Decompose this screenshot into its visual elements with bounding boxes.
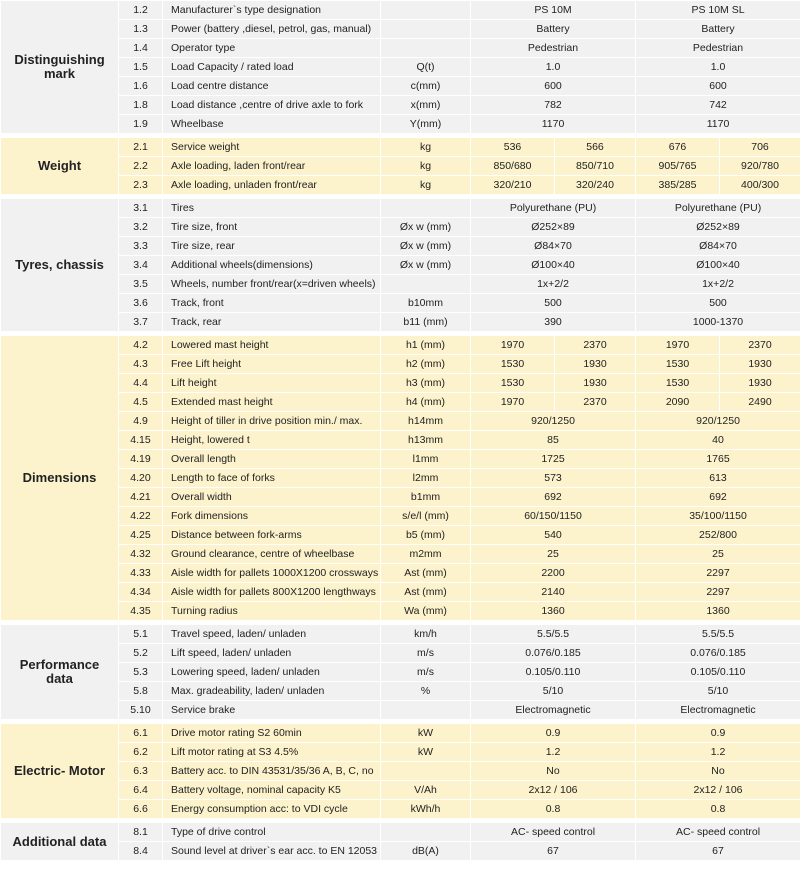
section-title: Distinguishing mark bbox=[1, 1, 119, 134]
spec-row bbox=[1, 583, 800, 602]
spec-row bbox=[1, 1, 800, 20]
value-cell: 573 bbox=[471, 469, 636, 488]
spec-row bbox=[1, 625, 800, 644]
row-description: Drive motor rating S2 60min bbox=[163, 724, 381, 743]
spec-row bbox=[1, 762, 800, 781]
value-cell: 692 bbox=[471, 488, 636, 507]
value-cell: 0.105/0.110 bbox=[471, 663, 636, 682]
value-cell: Electromagnetic bbox=[636, 701, 800, 720]
value-cell: Ø100×40 bbox=[636, 256, 800, 275]
spec-row bbox=[1, 545, 800, 564]
spec-row bbox=[1, 393, 800, 412]
row-description: Power (battery ,diesel, petrol, gas, manual) bbox=[163, 20, 381, 39]
spec-row bbox=[1, 823, 800, 842]
spec-row bbox=[1, 682, 800, 701]
row-number: 1.6 bbox=[119, 77, 163, 96]
row-number: 2.3 bbox=[119, 176, 163, 195]
spec-row bbox=[1, 412, 800, 431]
row-unit: V/Ah bbox=[381, 781, 471, 800]
value-cell: 25 bbox=[471, 545, 636, 564]
row-description: Axle loading, laden front/rear bbox=[163, 157, 381, 176]
value-cell: Ø100×40 bbox=[471, 256, 636, 275]
value-cell: Battery bbox=[471, 20, 636, 39]
spec-row bbox=[1, 256, 800, 275]
spec-row bbox=[1, 800, 800, 819]
value-cell: PS 10M bbox=[471, 1, 636, 20]
row-number: 5.10 bbox=[119, 701, 163, 720]
row-description: Extended mast height bbox=[163, 393, 381, 412]
value-cell: 320/210 bbox=[471, 176, 555, 195]
spec-row bbox=[1, 507, 800, 526]
row-unit: Q(t) bbox=[381, 58, 471, 77]
value-cell: 1530 bbox=[636, 355, 720, 374]
value-cell: Ø84×70 bbox=[471, 237, 636, 256]
row-description: Aisle width for pallets 800X1200 lengthways bbox=[163, 583, 381, 602]
row-description: Fork dimensions bbox=[163, 507, 381, 526]
value-cell: 2370 bbox=[555, 393, 636, 412]
row-description: Load centre distance bbox=[163, 77, 381, 96]
row-number: 2.2 bbox=[119, 157, 163, 176]
section-title: Tyres, chassis bbox=[1, 199, 119, 332]
value-cell: 2140 bbox=[471, 583, 636, 602]
value-cell: Pedestrian bbox=[471, 39, 636, 58]
row-unit: m/s bbox=[381, 644, 471, 663]
row-number: 6.2 bbox=[119, 743, 163, 762]
value-cell: 2297 bbox=[636, 564, 800, 583]
value-cell: 5/10 bbox=[471, 682, 636, 701]
row-unit bbox=[381, 20, 471, 39]
row-unit: % bbox=[381, 682, 471, 701]
value-cell: 1530 bbox=[636, 374, 720, 393]
spec-row bbox=[1, 96, 800, 115]
row-number: 5.3 bbox=[119, 663, 163, 682]
value-cell: 0.8 bbox=[636, 800, 800, 819]
row-number: 6.3 bbox=[119, 762, 163, 781]
row-number: 4.33 bbox=[119, 564, 163, 583]
row-unit bbox=[381, 823, 471, 842]
row-unit: h13mm bbox=[381, 431, 471, 450]
value-cell: AC- speed control bbox=[636, 823, 800, 842]
row-description: Lift motor rating at S3 4.5% bbox=[163, 743, 381, 762]
spec-row bbox=[1, 743, 800, 762]
row-unit: kW bbox=[381, 743, 471, 762]
row-description: Axle loading, unladen front/rear bbox=[163, 176, 381, 195]
value-cell: 0.076/0.185 bbox=[636, 644, 800, 663]
row-unit bbox=[381, 199, 471, 218]
row-number: 1.3 bbox=[119, 20, 163, 39]
row-number: 4.2 bbox=[119, 336, 163, 355]
row-number: 4.20 bbox=[119, 469, 163, 488]
row-description: Tire size, rear bbox=[163, 237, 381, 256]
spec-row bbox=[1, 450, 800, 469]
row-description: Ground clearance, centre of wheelbase bbox=[163, 545, 381, 564]
row-number: 8.1 bbox=[119, 823, 163, 842]
row-description: Overall length bbox=[163, 450, 381, 469]
row-number: 3.5 bbox=[119, 275, 163, 294]
value-cell: Pedestrian bbox=[636, 39, 800, 58]
value-cell: 1x+2/2 bbox=[636, 275, 800, 294]
value-cell: 1.2 bbox=[471, 743, 636, 762]
row-number: 1.2 bbox=[119, 1, 163, 20]
section-title: Additional data bbox=[1, 823, 119, 861]
value-cell: Battery bbox=[636, 20, 800, 39]
row-description: Aisle width for pallets 1000X1200 crossways bbox=[163, 564, 381, 583]
row-description: Wheels, number front/rear(x=driven wheels) bbox=[163, 275, 381, 294]
spec-row bbox=[1, 526, 800, 545]
value-cell: 2370 bbox=[555, 336, 636, 355]
spec-row bbox=[1, 431, 800, 450]
row-description: Service brake bbox=[163, 701, 381, 720]
row-unit: b1mm bbox=[381, 488, 471, 507]
spec-row bbox=[1, 199, 800, 218]
value-cell: Ø84×70 bbox=[636, 237, 800, 256]
value-cell: 1930 bbox=[555, 355, 636, 374]
row-unit: h4 (mm) bbox=[381, 393, 471, 412]
row-unit: Øx w (mm) bbox=[381, 237, 471, 256]
spec-row bbox=[1, 564, 800, 583]
value-cell: 25 bbox=[636, 545, 800, 564]
value-cell: 2200 bbox=[471, 564, 636, 583]
row-description: Manufacturer`s type designation bbox=[163, 1, 381, 20]
row-unit: Øx w (mm) bbox=[381, 218, 471, 237]
row-number: 6.6 bbox=[119, 800, 163, 819]
row-description: Lift height bbox=[163, 374, 381, 393]
row-number: 5.8 bbox=[119, 682, 163, 701]
row-unit: l2mm bbox=[381, 469, 471, 488]
row-number: 1.9 bbox=[119, 115, 163, 134]
row-description: Turning radius bbox=[163, 602, 381, 621]
spec-row bbox=[1, 218, 800, 237]
row-unit: Ast (mm) bbox=[381, 583, 471, 602]
spec-row bbox=[1, 701, 800, 720]
value-cell: Polyurethane (PU) bbox=[636, 199, 800, 218]
spec-row bbox=[1, 644, 800, 663]
row-description: Sound level at driver`s ear acc. to EN 12053 bbox=[163, 842, 381, 861]
row-unit: h14mm bbox=[381, 412, 471, 431]
value-cell: 1170 bbox=[636, 115, 800, 134]
spec-row bbox=[1, 336, 800, 355]
value-cell: 920/1250 bbox=[636, 412, 800, 431]
value-cell: 1.0 bbox=[636, 58, 800, 77]
value-cell: 850/680 bbox=[471, 157, 555, 176]
row-description: Distance between fork-arms bbox=[163, 526, 381, 545]
value-cell: Polyurethane (PU) bbox=[471, 199, 636, 218]
section-title: Electric- Motor bbox=[1, 724, 119, 819]
value-cell: 540 bbox=[471, 526, 636, 545]
row-number: 4.22 bbox=[119, 507, 163, 526]
spec-row bbox=[1, 724, 800, 743]
value-cell: No bbox=[471, 762, 636, 781]
value-cell: 1.0 bbox=[471, 58, 636, 77]
spec-row bbox=[1, 469, 800, 488]
row-description: Type of drive control bbox=[163, 823, 381, 842]
section-title: Performance data bbox=[1, 625, 119, 720]
value-cell: 706 bbox=[720, 138, 800, 157]
value-cell: 5.5/5.5 bbox=[636, 625, 800, 644]
row-number: 6.1 bbox=[119, 724, 163, 743]
value-cell: 600 bbox=[636, 77, 800, 96]
row-unit: kW bbox=[381, 724, 471, 743]
row-number: 4.25 bbox=[119, 526, 163, 545]
value-cell: 536 bbox=[471, 138, 555, 157]
row-unit: b10mm bbox=[381, 294, 471, 313]
row-unit: dB(A) bbox=[381, 842, 471, 861]
row-description: Service weight bbox=[163, 138, 381, 157]
row-description: Track, rear bbox=[163, 313, 381, 332]
row-unit: h2 (mm) bbox=[381, 355, 471, 374]
value-cell: 500 bbox=[636, 294, 800, 313]
row-number: 4.35 bbox=[119, 602, 163, 621]
row-description: Load distance ,centre of drive axle to fork bbox=[163, 96, 381, 115]
row-number: 1.8 bbox=[119, 96, 163, 115]
value-cell: 1930 bbox=[720, 374, 800, 393]
spec-row bbox=[1, 275, 800, 294]
value-cell: 1530 bbox=[471, 355, 555, 374]
value-cell: 85 bbox=[471, 431, 636, 450]
value-cell: 0.9 bbox=[636, 724, 800, 743]
value-cell: 5/10 bbox=[636, 682, 800, 701]
value-cell: 1530 bbox=[471, 374, 555, 393]
spec-row bbox=[1, 374, 800, 393]
row-description: Battery acc. to DIN 43531/35/36 A, B, C, no bbox=[163, 762, 381, 781]
row-description: Operator type bbox=[163, 39, 381, 58]
spec-row bbox=[1, 313, 800, 332]
spec-row bbox=[1, 237, 800, 256]
value-cell: 1970 bbox=[636, 336, 720, 355]
row-unit: Øx w (mm) bbox=[381, 256, 471, 275]
value-cell: 905/765 bbox=[636, 157, 720, 176]
row-unit: m/s bbox=[381, 663, 471, 682]
row-number: 3.4 bbox=[119, 256, 163, 275]
value-cell: 35/100/1150 bbox=[636, 507, 800, 526]
row-number: 3.6 bbox=[119, 294, 163, 313]
spec-row bbox=[1, 115, 800, 134]
spec-row bbox=[1, 781, 800, 800]
row-number: 4.15 bbox=[119, 431, 163, 450]
row-description: Max. gradeability, laden/ unladen bbox=[163, 682, 381, 701]
row-unit: h3 (mm) bbox=[381, 374, 471, 393]
row-description: Additional wheels(dimensions) bbox=[163, 256, 381, 275]
row-unit: Wa (mm) bbox=[381, 602, 471, 621]
spec-row bbox=[1, 77, 800, 96]
value-cell: 1.2 bbox=[636, 743, 800, 762]
value-cell: AC- speed control bbox=[471, 823, 636, 842]
row-number: 1.4 bbox=[119, 39, 163, 58]
row-unit: l1mm bbox=[381, 450, 471, 469]
row-number: 1.5 bbox=[119, 58, 163, 77]
spec-row bbox=[1, 157, 800, 176]
row-number: 8.4 bbox=[119, 842, 163, 861]
row-number: 6.4 bbox=[119, 781, 163, 800]
value-cell: 252/800 bbox=[636, 526, 800, 545]
spec-row bbox=[1, 176, 800, 195]
row-number: 4.4 bbox=[119, 374, 163, 393]
value-cell: 1360 bbox=[636, 602, 800, 621]
row-unit: Ast (mm) bbox=[381, 564, 471, 583]
row-unit: kg bbox=[381, 157, 471, 176]
value-cell: No bbox=[636, 762, 800, 781]
value-cell: 600 bbox=[471, 77, 636, 96]
row-unit: kg bbox=[381, 176, 471, 195]
row-unit: h1 (mm) bbox=[381, 336, 471, 355]
value-cell: 850/710 bbox=[555, 157, 636, 176]
row-description: Height of tiller in drive position min./ max. bbox=[163, 412, 381, 431]
spec-row bbox=[1, 58, 800, 77]
row-number: 5.1 bbox=[119, 625, 163, 644]
section-title: Weight bbox=[1, 138, 119, 195]
value-cell: 2297 bbox=[636, 583, 800, 602]
value-cell: 742 bbox=[636, 96, 800, 115]
value-cell: 1930 bbox=[720, 355, 800, 374]
spec-row bbox=[1, 663, 800, 682]
value-cell: 920/1250 bbox=[471, 412, 636, 431]
value-cell: Ø252×89 bbox=[636, 218, 800, 237]
row-number: 4.3 bbox=[119, 355, 163, 374]
value-cell: 2x12 / 106 bbox=[471, 781, 636, 800]
row-description: Battery voltage, nominal capacity K5 bbox=[163, 781, 381, 800]
row-number: 4.32 bbox=[119, 545, 163, 564]
row-description: Free Lift height bbox=[163, 355, 381, 374]
row-unit: s/e/l (mm) bbox=[381, 507, 471, 526]
row-unit: x(mm) bbox=[381, 96, 471, 115]
row-number: 4.34 bbox=[119, 583, 163, 602]
row-unit: Y(mm) bbox=[381, 115, 471, 134]
row-description: Wheelbase bbox=[163, 115, 381, 134]
value-cell: 0.9 bbox=[471, 724, 636, 743]
value-cell: 1725 bbox=[471, 450, 636, 469]
row-unit: b5 (mm) bbox=[381, 526, 471, 545]
row-number: 3.1 bbox=[119, 199, 163, 218]
row-description: Track, front bbox=[163, 294, 381, 313]
value-cell: 385/285 bbox=[636, 176, 720, 195]
value-cell: 613 bbox=[636, 469, 800, 488]
row-number: 4.5 bbox=[119, 393, 163, 412]
value-cell: 67 bbox=[471, 842, 636, 861]
spec-row bbox=[1, 39, 800, 58]
value-cell: 1970 bbox=[471, 393, 555, 412]
row-description: Tire size, front bbox=[163, 218, 381, 237]
value-cell: 1765 bbox=[636, 450, 800, 469]
row-unit bbox=[381, 701, 471, 720]
row-unit: kWh/h bbox=[381, 800, 471, 819]
value-cell: Ø252×89 bbox=[471, 218, 636, 237]
row-number: 2.1 bbox=[119, 138, 163, 157]
row-description: Energy consumption acc: to VDI cycle bbox=[163, 800, 381, 819]
row-number: 4.21 bbox=[119, 488, 163, 507]
value-cell: 920/780 bbox=[720, 157, 800, 176]
value-cell: 320/240 bbox=[555, 176, 636, 195]
row-number: 4.9 bbox=[119, 412, 163, 431]
row-unit: km/h bbox=[381, 625, 471, 644]
row-unit bbox=[381, 1, 471, 20]
row-number: 4.19 bbox=[119, 450, 163, 469]
value-cell: 390 bbox=[471, 313, 636, 332]
row-number: 3.2 bbox=[119, 218, 163, 237]
value-cell: 782 bbox=[471, 96, 636, 115]
row-unit: kg bbox=[381, 138, 471, 157]
row-description: Travel speed, laden/ unladen bbox=[163, 625, 381, 644]
row-description: Load Capacity / rated load bbox=[163, 58, 381, 77]
value-cell: 692 bbox=[636, 488, 800, 507]
value-cell: PS 10M SL bbox=[636, 1, 800, 20]
spec-row bbox=[1, 355, 800, 374]
value-cell: 1170 bbox=[471, 115, 636, 134]
value-cell: 1930 bbox=[555, 374, 636, 393]
value-cell: 2370 bbox=[720, 336, 800, 355]
spec-row bbox=[1, 294, 800, 313]
section-title: Dimensions bbox=[1, 336, 119, 621]
spec-row bbox=[1, 20, 800, 39]
row-description: Height, lowered t bbox=[163, 431, 381, 450]
value-cell: 1000-1370 bbox=[636, 313, 800, 332]
value-cell: 500 bbox=[471, 294, 636, 313]
row-description: Lowering speed, laden/ unladen bbox=[163, 663, 381, 682]
row-unit: b11 (mm) bbox=[381, 313, 471, 332]
value-cell: 0.105/0.110 bbox=[636, 663, 800, 682]
row-description: Tires bbox=[163, 199, 381, 218]
value-cell: 67 bbox=[636, 842, 800, 861]
spec-table-body bbox=[1, 1, 800, 861]
value-cell: 60/150/1150 bbox=[471, 507, 636, 526]
row-unit: c(mm) bbox=[381, 77, 471, 96]
value-cell: 2090 bbox=[636, 393, 720, 412]
spec-row bbox=[1, 602, 800, 621]
value-cell: 400/300 bbox=[720, 176, 800, 195]
row-number: 5.2 bbox=[119, 644, 163, 663]
value-cell: 1360 bbox=[471, 602, 636, 621]
spec-row bbox=[1, 138, 800, 157]
value-cell: 0.076/0.185 bbox=[471, 644, 636, 663]
row-description: Lowered mast height bbox=[163, 336, 381, 355]
value-cell: 40 bbox=[636, 431, 800, 450]
row-unit bbox=[381, 275, 471, 294]
row-unit bbox=[381, 762, 471, 781]
spec-row bbox=[1, 842, 800, 861]
value-cell: 2x12 / 106 bbox=[636, 781, 800, 800]
row-unit: m2mm bbox=[381, 545, 471, 564]
value-cell: 5.5/5.5 bbox=[471, 625, 636, 644]
row-unit bbox=[381, 39, 471, 58]
value-cell: Electromagnetic bbox=[471, 701, 636, 720]
row-description: Length to face of forks bbox=[163, 469, 381, 488]
value-cell: 2490 bbox=[720, 393, 800, 412]
row-description: Overall width bbox=[163, 488, 381, 507]
row-number: 3.3 bbox=[119, 237, 163, 256]
value-cell: 0.8 bbox=[471, 800, 636, 819]
spec-row bbox=[1, 488, 800, 507]
row-number: 3.7 bbox=[119, 313, 163, 332]
value-cell: 566 bbox=[555, 138, 636, 157]
value-cell: 1970 bbox=[471, 336, 555, 355]
value-cell: 676 bbox=[636, 138, 720, 157]
row-description: Lift speed, laden/ unladen bbox=[163, 644, 381, 663]
value-cell: 1x+2/2 bbox=[471, 275, 636, 294]
